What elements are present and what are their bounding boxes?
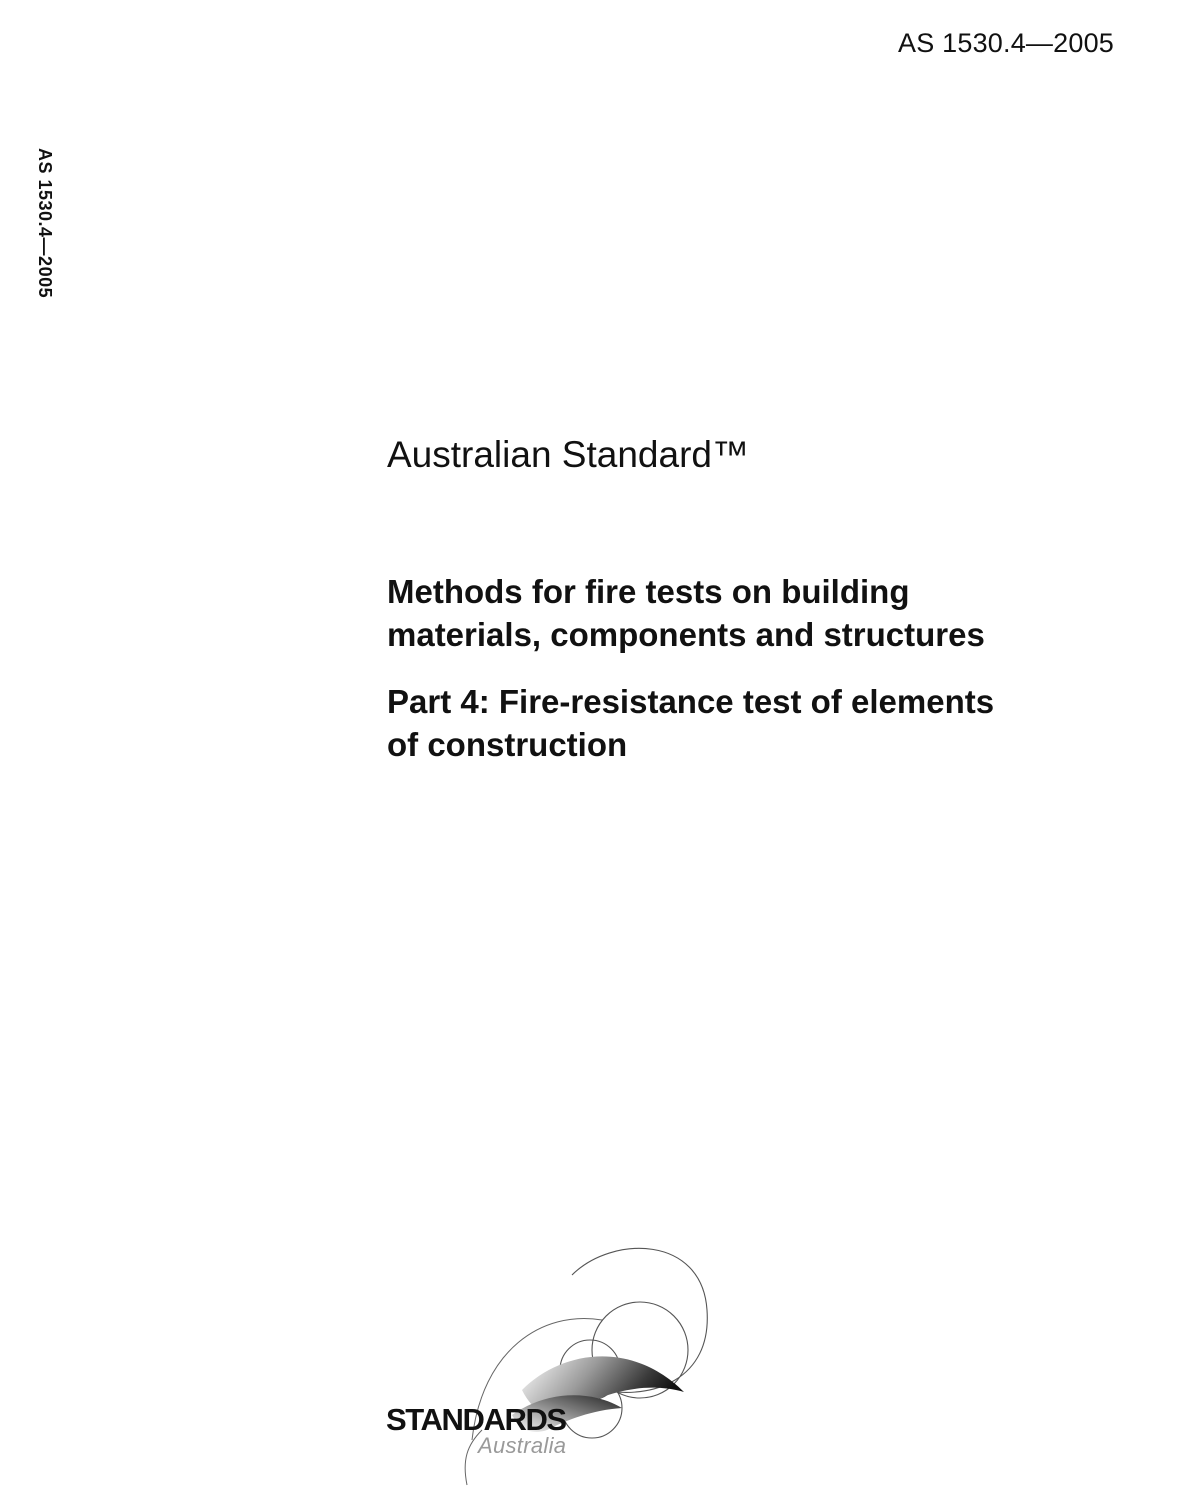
- document-number: AS 1530.4—2005: [898, 28, 1114, 58]
- title-block: [387, 432, 1127, 766]
- logo-subword: Australia: [478, 1433, 567, 1458]
- spine-document-number: AS 1530.4—2005: [35, 148, 55, 299]
- part-title-line-2: of construction: [387, 726, 628, 763]
- part-title: [387, 680, 1127, 766]
- main-title-line-2: materials, components and structures: [387, 616, 985, 653]
- logo-wordmark: STANDARDS: [386, 1402, 566, 1437]
- main-title-line-1: Methods for fire tests on building: [387, 573, 910, 610]
- standard-label: Australian Standard™: [387, 434, 749, 475]
- part-title-line-1: Part 4: Fire-resistance test of elements: [387, 683, 995, 720]
- main-title: [387, 570, 1127, 656]
